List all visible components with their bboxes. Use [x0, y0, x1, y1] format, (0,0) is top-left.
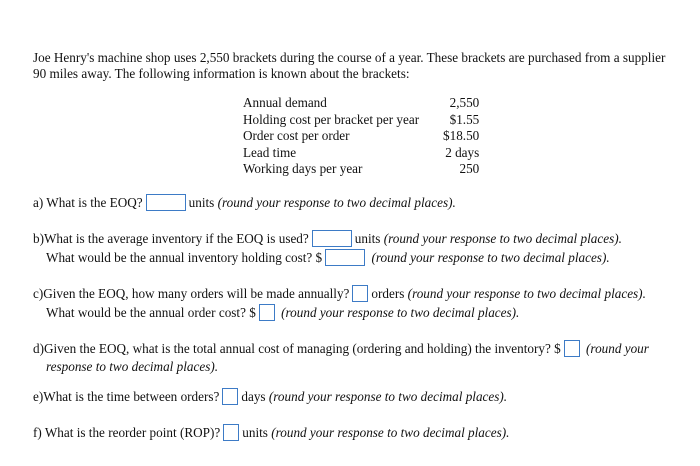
order-cost-input[interactable] [259, 304, 275, 321]
question-c-cost-text: What would be the annual order cost? $ [46, 305, 256, 320]
question-c-cost-note: (round your response to two decimal places). [281, 305, 520, 320]
question-f [33, 424, 509, 442]
question-a-text: a) What is the EOQ? [33, 195, 143, 210]
table-row [243, 145, 479, 162]
question-e [33, 388, 507, 406]
table-row [243, 128, 479, 145]
time-between-orders-input[interactable] [222, 388, 238, 405]
average-inventory-input[interactable] [312, 230, 352, 247]
question-c-note: (round your response to two decimal places). [407, 286, 646, 301]
question-e-unit: days [241, 389, 266, 404]
table-label: Annual demand [243, 95, 327, 110]
question-d-note-cont: response to two decimal places). [46, 359, 219, 374]
question-b-text: b)What is the average inventory if the EOQ is used? [33, 231, 309, 246]
question-b-cost [46, 249, 610, 267]
table-row [243, 95, 479, 112]
question-f-note: (round your response to two decimal places). [271, 425, 510, 440]
table-row [243, 161, 479, 178]
question-d-note: (round your [586, 341, 649, 356]
table-label: Order cost per order [243, 128, 350, 144]
holding-cost-input[interactable] [325, 249, 365, 266]
question-a-note: (round your response to two decimal places). [217, 195, 456, 210]
question-a [33, 194, 456, 212]
question-a-unit: units [188, 195, 215, 210]
bracket-info-table [243, 95, 479, 178]
question-d-text: d)Given the EOQ, what is the total annual cost of managing (ordering and holding) the inventory? $ [33, 341, 561, 356]
question-e-text: e)What is the time between orders? [33, 389, 220, 404]
question-c-unit: orders [371, 286, 405, 301]
table-value: $18.50 [443, 128, 480, 144]
total-cost-input[interactable] [564, 340, 580, 357]
question-d [33, 340, 649, 358]
question-b [33, 230, 622, 248]
table-row [243, 112, 479, 129]
question-e-note: (round your response to two decimal places). [268, 389, 508, 404]
reorder-point-input[interactable] [223, 424, 239, 441]
table-label: Lead time [243, 144, 297, 160]
question-c-text: c)Given the EOQ, how many orders will be made annually? [33, 286, 350, 301]
question-b-note: (round your response to two decimal places). [383, 231, 622, 246]
problem-intro: Joe Henry's machine shop uses 2,550 brackets during the course of a year. These brackets are purchased from a supplier 90 miles away. The following information is known about the brackets: [33, 50, 666, 81]
eoq-input[interactable] [146, 194, 186, 211]
table-value: 2 days [445, 144, 480, 160]
question-f-unit: units [242, 425, 268, 440]
question-c [33, 285, 646, 303]
table-label: Working days per year [243, 161, 363, 177]
question-b-cost-text: What would be the annual inventory holding cost? $ [46, 250, 323, 265]
question-b-cost-note: (round your response to two decimal places). [371, 250, 610, 265]
question-d-cont [46, 358, 218, 376]
table-value: $1.55 [449, 111, 480, 127]
table-label: Holding cost per bracket per year [243, 111, 420, 127]
table-value: 250 [459, 161, 480, 177]
question-f-text: f) What is the reorder point (ROP)? [33, 425, 221, 440]
question-c-cost [46, 304, 519, 322]
question-b-unit: units [354, 231, 381, 246]
table-value: 2,550 [449, 95, 480, 110]
orders-input[interactable] [352, 285, 368, 302]
